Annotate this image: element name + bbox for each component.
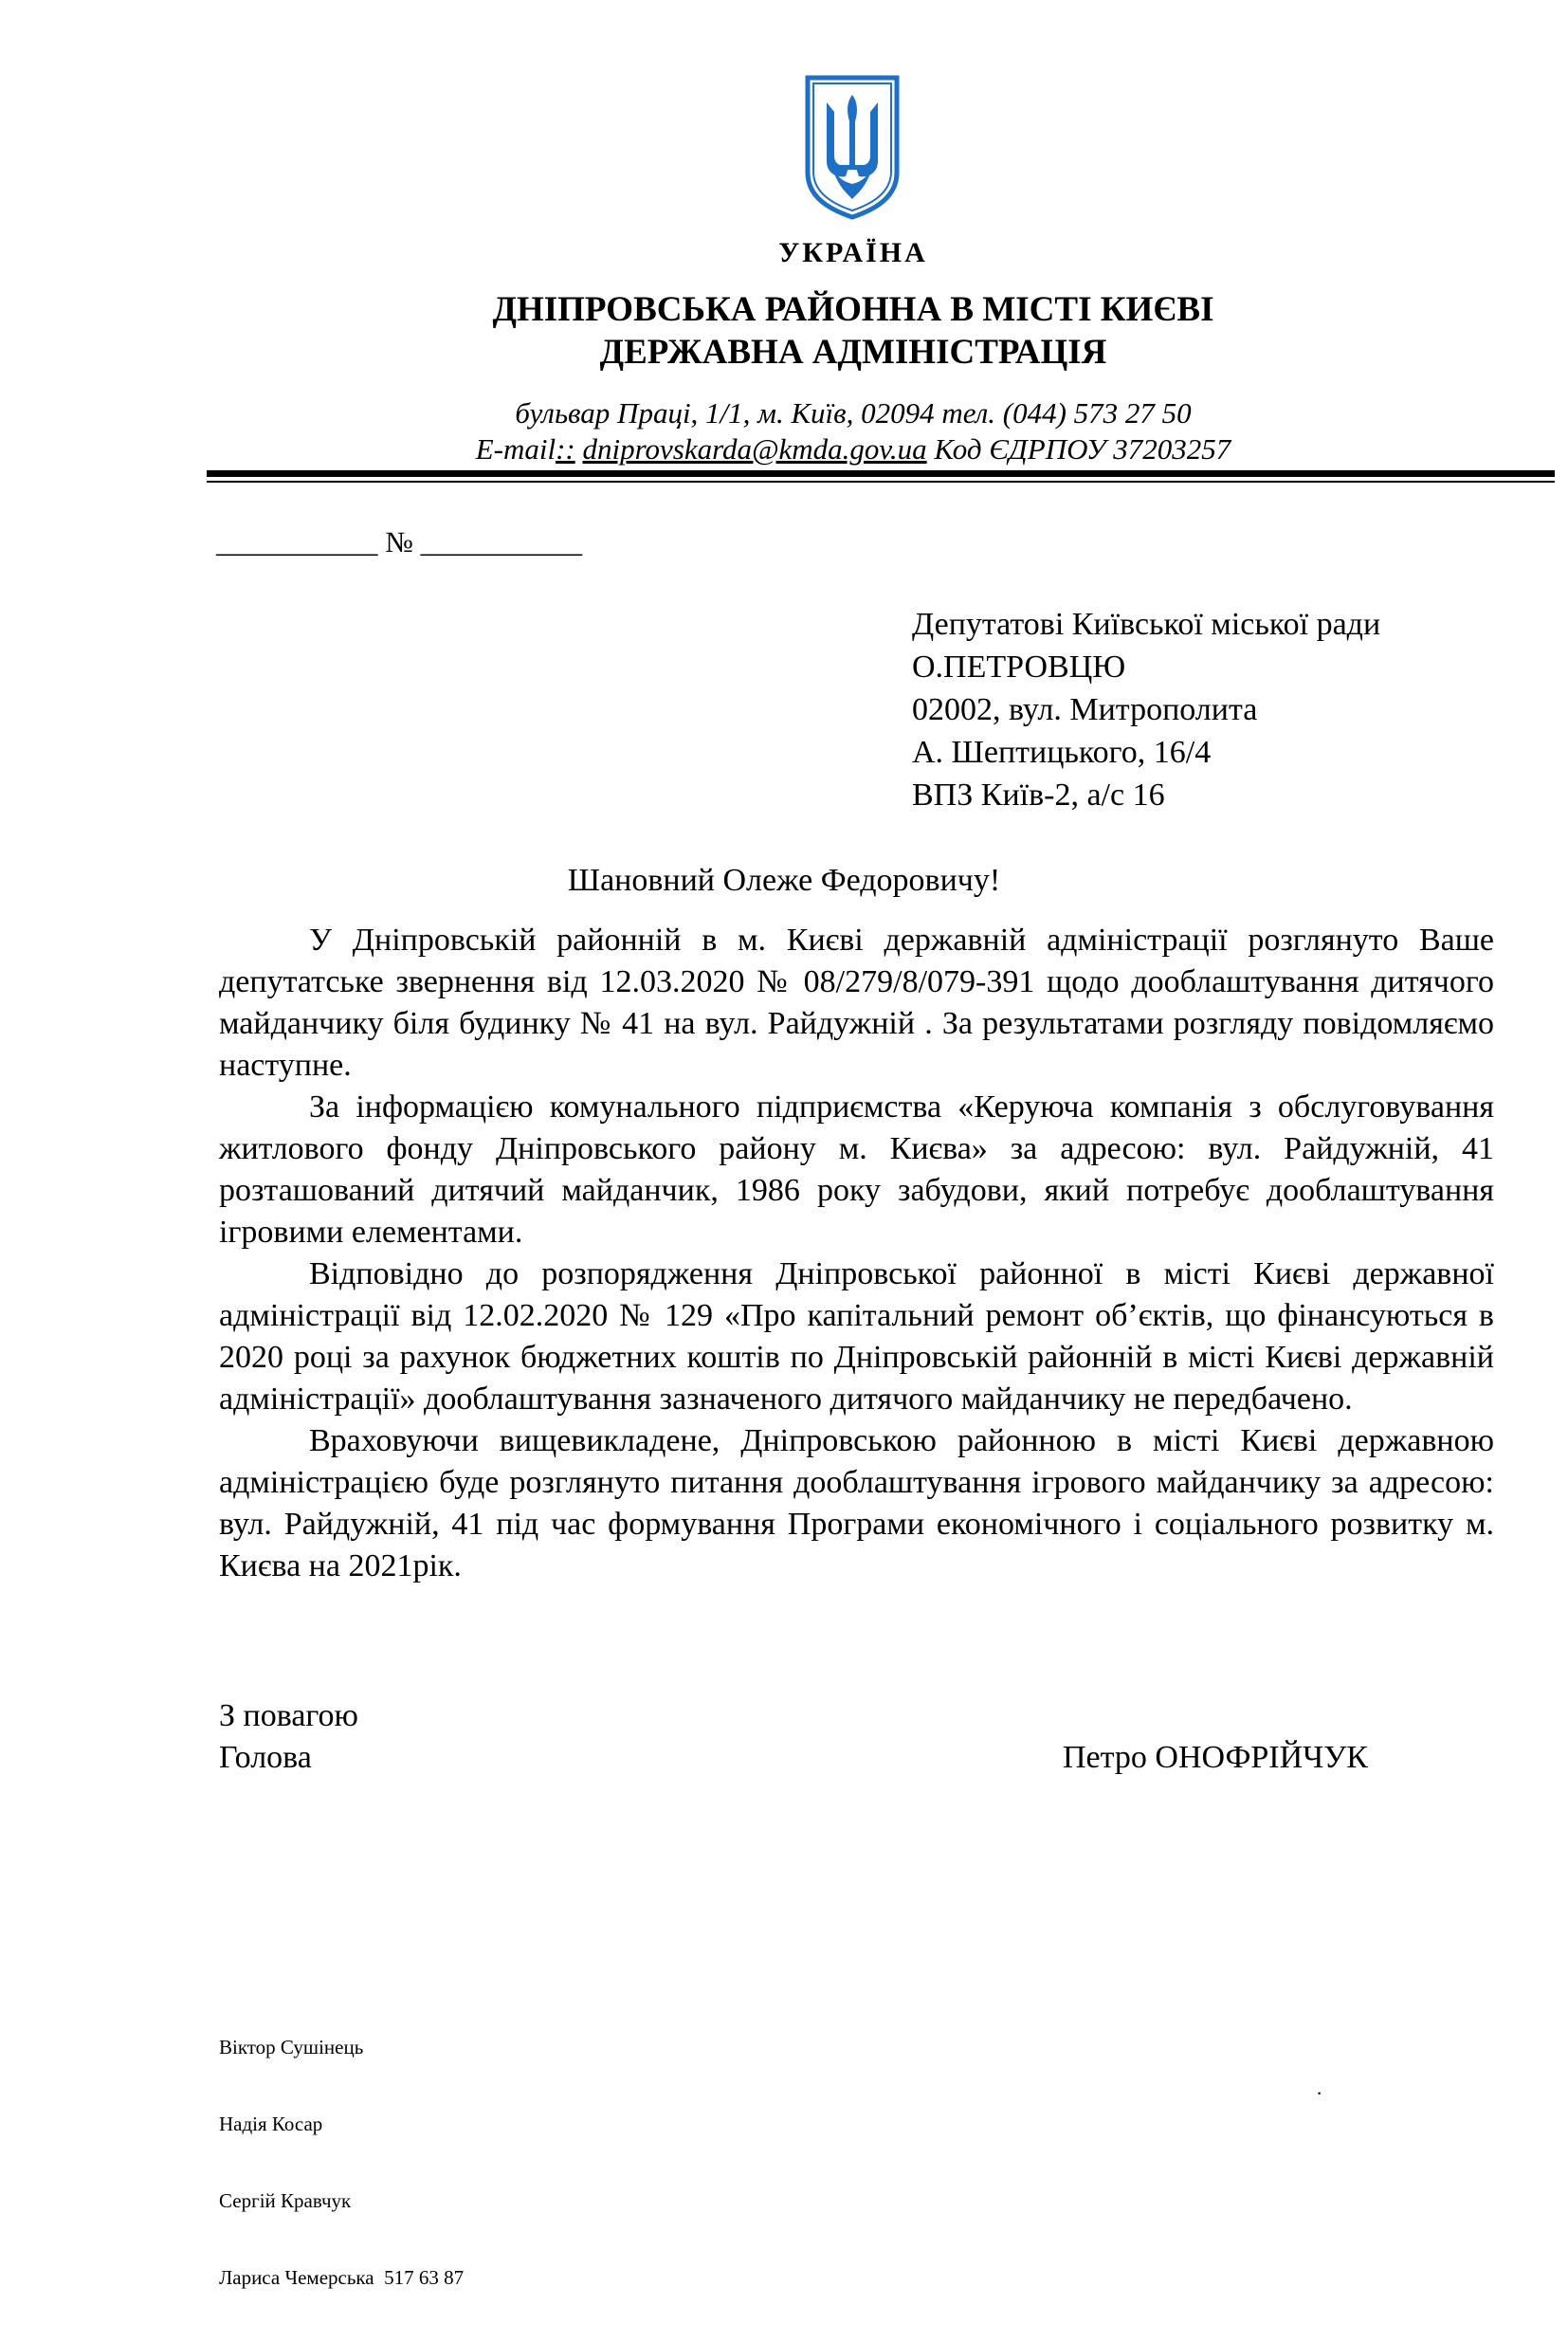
executor-1: Віктор Сушінець [219, 2036, 364, 2058]
header-divider-thin [207, 481, 1555, 483]
letter-body [219, 920, 1494, 1587]
recipient-block [912, 603, 1380, 816]
recipient-name: О.ПЕТРОВЦЮ [912, 650, 1126, 685]
email-label: E-mail [475, 432, 556, 466]
registration-number-line: ___________ № ___________ [216, 525, 583, 558]
recipient-postbox: ВПЗ Київ-2, а/с 16 [912, 778, 1165, 813]
ukraine-trident-emblem-icon [804, 74, 901, 220]
recipient-address-line2: А. Шептицького, 16/4 [912, 735, 1212, 770]
body-paragraph-4: Враховуючи вищевикладене, Дніпровською районною в місті Києві державною адміністрацією буде розглянуто питання дооблаштування ігрового майданчику за адресою: вул. Райдужній, 41 під час формування Програми економічного і соціального розвитку м. Києва на 2021рік. [219, 1423, 1494, 1583]
organization-contacts [0, 432, 1568, 467]
signer-name: Петро ОНОФРІЙЧУК [1063, 1740, 1368, 1775]
recipient-position: Депутатові Київської міської ради [912, 607, 1381, 642]
footer-mark: . [1317, 2077, 1322, 2099]
organization-name-line2: ДЕРЖАВНА АДМІНІСТРАЦІЯ [599, 333, 1107, 372]
body-paragraph-3: Відповідно до розпорядження Дніпровської районної в місті Києві державної адміністрації від 12.02.2020 № 129 «Про капітальний ремонт об’єктів, що фінансуються в 2020 році за рахунок бюджетних коштів по Дніпровській районній в місті Києві державній адміністрації» дооблаштування зазначеного дитячого майданчику не передбачено. [219, 1256, 1494, 1417]
organization-name-line1: ДНІПРОВСЬКА РАЙОННА В МІСТІ КИЄВІ [492, 290, 1214, 329]
executor-3: Сергій Кравчук [219, 2189, 352, 2212]
body-paragraph-2: За інформацією комунального підприємства «Керуюча компанія з обслуговування житлового фонду Дніпровського району м. Києва» за адресою: вул. Райдужній, 41 розташований дитячий майданчик, 1986 року забудови, який потребує дооблаштування ігровими елементами. [219, 1089, 1494, 1250]
signer-position: Голова [219, 1740, 312, 1775]
edrpou-code: Код ЄДРПОУ 37203257 [934, 432, 1231, 466]
organization-address: бульвар Праці, 1/1, м. Київ, 02094 тел. (044) 573 27 50 [515, 396, 1192, 430]
executor-2: Надія Косар [219, 2113, 323, 2135]
closing-block [219, 1695, 358, 1779]
closing-regards: З повагою [219, 1698, 358, 1733]
greeting: Шановний Олеже Федоровичу! [567, 863, 1001, 898]
recipient-address-line1: 02002, вул. Митрополита [912, 692, 1258, 727]
executor-4: Лариса Чемерська 517 63 87 [219, 2266, 465, 2289]
body-paragraph-1: У Дніпровській районній в м. Києві державній адміністрації розглянуто Ваше депутатське звернення від 12.03.2020 № 08/279/8/079-391 щодо дооблаштування дитячого майданчику біля будинку № 41 на вул. Райдужній . За результатами розгляду повідомляємо наступне. [219, 923, 1494, 1083]
executors-list [219, 1984, 464, 2342]
header-divider-thick [207, 470, 1555, 477]
email-link[interactable]: dniprovskarda@kmda.gov.ua [582, 432, 927, 466]
email-separator: :: [556, 432, 575, 466]
country-heading: УКРАЇНА [778, 237, 928, 268]
